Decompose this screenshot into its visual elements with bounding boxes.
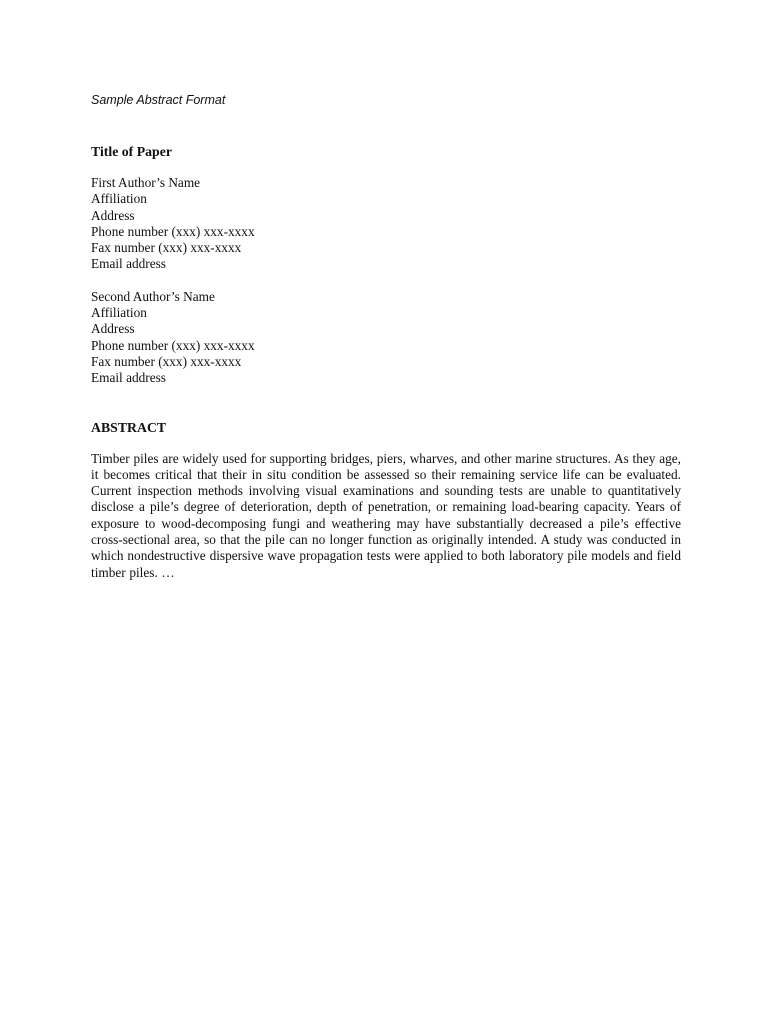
second-author-phone: Phone number (xxx) xxx-xxxx bbox=[91, 337, 255, 353]
second-author-fax: Fax number (xxx) xxx-xxxx bbox=[91, 353, 242, 369]
paper-title: Title of Paper bbox=[91, 144, 172, 159]
first-author-address: Address bbox=[91, 207, 135, 223]
header-label: Sample Abstract Format bbox=[91, 93, 226, 107]
abstract-heading: ABSTRACT bbox=[91, 419, 167, 435]
second-author-email: Email address bbox=[91, 370, 166, 386]
document-content bbox=[91, 143, 681, 581]
first-author-fax: Fax number (xxx) xxx-xxxx bbox=[91, 240, 242, 256]
first-author-phone: Phone number (xxx) xxx-xxxx bbox=[91, 223, 255, 239]
second-author-name: Second Author’s Name bbox=[91, 288, 215, 304]
first-author-email: Email address bbox=[91, 256, 166, 272]
first-author-affiliation: Affiliation bbox=[91, 191, 147, 207]
first-author-name: First Author’s Name bbox=[91, 175, 201, 190]
second-author-block bbox=[91, 289, 681, 387]
first-author-block bbox=[91, 175, 681, 273]
abstract-text: Timber piles are widely used for supporting bridges, piers, wharves, and other marine structures. As they age, it becomes critical that their in situ condition be assessed so their remaining service life can be evaluated. Current inspection methods involving visual examinations and sounding tests are unable to quantitatively disclose a pile’s degree of deterioration, depth of penetration, or remaining load-bearing capacity. Years of exposure to wood-decomposing fungi and weathering may have substantially decreased a pile’s effective cross-sectional area, so that the pile can no longer function as originally intended. A study was conducted in which nondestructive dispersive wave propagation tests were applied to both laboratory pile models and field timber piles. … bbox=[91, 450, 681, 580]
second-author-address: Address bbox=[91, 321, 135, 337]
second-author-affiliation: Affiliation bbox=[91, 305, 147, 321]
